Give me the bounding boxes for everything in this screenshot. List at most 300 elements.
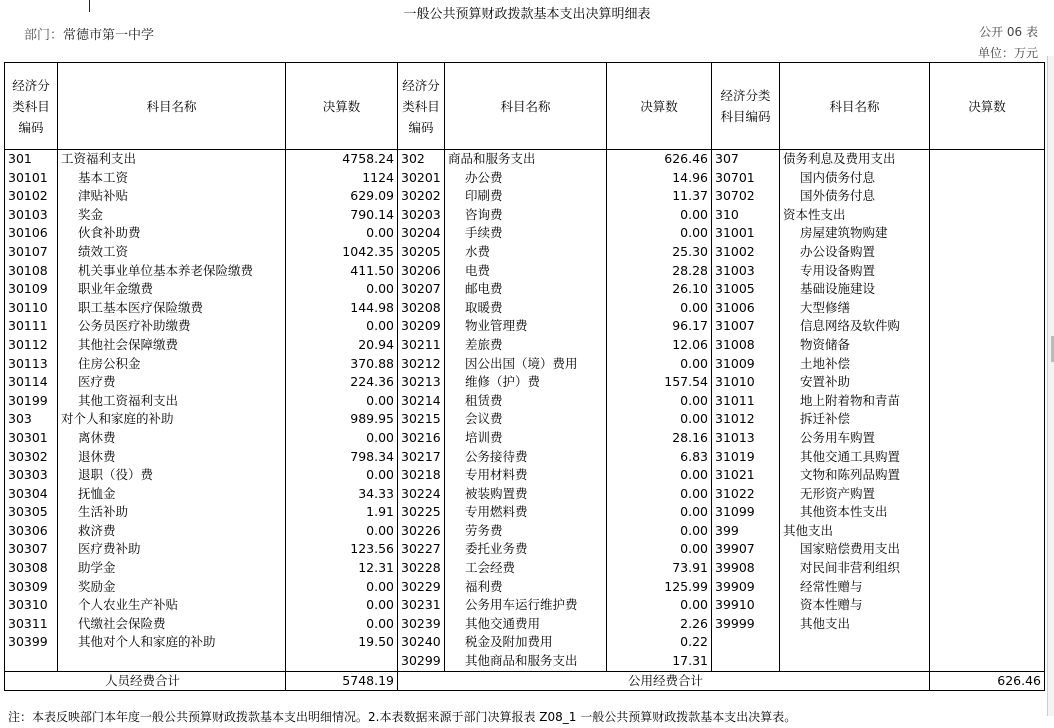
cell-amount: 34.33 xyxy=(286,485,398,504)
cell-amount xyxy=(930,578,1045,597)
cell-name: 地上附着物和青苗 xyxy=(780,392,930,411)
cell-name: 其他交通工具购置 xyxy=(780,448,930,467)
cell-code: 30309 xyxy=(5,578,58,597)
cell-code: 39999 xyxy=(712,615,780,634)
cell-amount: 12.06 xyxy=(607,336,712,355)
cell-code: 30211 xyxy=(398,336,445,355)
cell-amount: 0.00 xyxy=(607,522,712,541)
cell-code: 30103 xyxy=(5,206,58,225)
cell-name: 会议费 xyxy=(445,410,607,429)
header-amount-1: 决算数 xyxy=(286,63,398,150)
cell-amount: 0.00 xyxy=(607,206,712,225)
cell-amount: 1.91 xyxy=(286,503,398,522)
cell-name: 无形资产购置 xyxy=(780,485,930,504)
footnote: 注：本表反映部门本年度一般公共预算财政拨款基本支出明细情况。2.本表数据来源于部门决算报表 Z08_1 一般公共预算财政拨款基本支出决算表。 xyxy=(8,710,797,724)
cell-code: 399 xyxy=(712,522,780,541)
cell-name: 工资福利支出 xyxy=(58,150,286,169)
cell-name xyxy=(780,652,930,671)
cell-amount: 0.00 xyxy=(286,466,398,485)
cell-code: 30202 xyxy=(398,187,445,206)
cell-amount xyxy=(930,224,1045,243)
cell-code: 303 xyxy=(5,410,58,429)
cell-amount: 0.00 xyxy=(607,485,712,504)
cell-amount: 6.83 xyxy=(607,448,712,467)
cell-code: 30228 xyxy=(398,559,445,578)
cell-name: 电费 xyxy=(445,262,607,281)
cell-amount xyxy=(286,652,398,671)
cell-amount: 12.31 xyxy=(286,559,398,578)
header-code-1: 经济分类科目编码 xyxy=(5,63,58,150)
cell-code: 31009 xyxy=(712,355,780,374)
cell-code: 30231 xyxy=(398,596,445,615)
header-amount-3: 决算数 xyxy=(930,63,1045,150)
cell-amount: 224.36 xyxy=(286,373,398,392)
cell-amount: 73.91 xyxy=(607,559,712,578)
cell-code xyxy=(5,652,58,671)
cell-code: 30213 xyxy=(398,373,445,392)
table-row xyxy=(5,373,1045,392)
unit-label: 单位：万元 xyxy=(977,46,1038,60)
header-name-1: 科目名称 xyxy=(58,63,286,150)
cell-name: 信息网络及软件购 xyxy=(780,317,930,336)
cell-amount xyxy=(930,299,1045,318)
cell-code: 30306 xyxy=(5,522,58,541)
cell-amount: 17.31 xyxy=(607,652,712,671)
cell-name: 国外债务付息 xyxy=(780,187,930,206)
cell-code: 31013 xyxy=(712,429,780,448)
cell-name: 债务利息及费用支出 xyxy=(780,150,930,169)
table-row xyxy=(5,410,1045,429)
cell-name: 抚恤金 xyxy=(58,485,286,504)
cell-name: 水费 xyxy=(445,243,607,262)
cell-code: 30113 xyxy=(5,355,58,374)
cell-code: 30215 xyxy=(398,410,445,429)
cell-amount xyxy=(930,355,1045,374)
cell-code: 30205 xyxy=(398,243,445,262)
table-row xyxy=(5,540,1045,559)
department-label: 部门： xyxy=(24,28,64,43)
cell-amount: 0.00 xyxy=(607,596,712,615)
cell-name: 职业年金缴费 xyxy=(58,280,286,299)
cell-code: 30216 xyxy=(398,429,445,448)
page-title: 一般公共预算财政拨款基本支出决算明细表 xyxy=(403,7,651,22)
cell-code: 31011 xyxy=(712,392,780,411)
cell-name xyxy=(780,633,930,652)
cell-amount xyxy=(930,206,1045,225)
cell-amount: 1042.35 xyxy=(286,243,398,262)
cell-code: 30240 xyxy=(398,633,445,652)
header-name-2: 科目名称 xyxy=(445,63,607,150)
cell-name: 医疗费补助 xyxy=(58,540,286,559)
cell-name: 公务用车运行维护费 xyxy=(445,596,607,615)
cell-amount xyxy=(930,559,1045,578)
cell-name: 职工基本医疗保险缴费 xyxy=(58,299,286,318)
table-row xyxy=(5,466,1045,485)
cell-code: 31003 xyxy=(712,262,780,281)
cell-code: 310 xyxy=(712,206,780,225)
table-header-row xyxy=(5,63,1045,150)
cell-amount: 26.10 xyxy=(607,280,712,299)
cell-code: 30701 xyxy=(712,169,780,188)
cell-name: 工会经费 xyxy=(445,559,607,578)
cell-code: 30108 xyxy=(5,262,58,281)
cell-name: 办公设备购置 xyxy=(780,243,930,262)
table-row xyxy=(5,429,1045,448)
cell-name: 生活补助 xyxy=(58,503,286,522)
cell-amount: 25.30 xyxy=(607,243,712,262)
cell-name xyxy=(58,652,286,671)
cell-code: 30212 xyxy=(398,355,445,374)
cell-code xyxy=(712,633,780,652)
table-row xyxy=(5,578,1045,597)
cell-code: 30239 xyxy=(398,615,445,634)
cell-code: 31099 xyxy=(712,503,780,522)
cell-amount: 0.22 xyxy=(607,633,712,652)
cell-name: 对民间非营利组织 xyxy=(780,559,930,578)
cell-code: 31001 xyxy=(712,224,780,243)
cell-code: 30702 xyxy=(712,187,780,206)
cell-code: 30311 xyxy=(5,615,58,634)
cell-code: 31019 xyxy=(712,448,780,467)
cell-amount xyxy=(930,169,1045,188)
cell-amount: 125.99 xyxy=(607,578,712,597)
cell-code: 30302 xyxy=(5,448,58,467)
cell-code: 30203 xyxy=(398,206,445,225)
cell-name: 文物和陈列品购置 xyxy=(780,466,930,485)
cell-code: 31005 xyxy=(712,280,780,299)
cell-name: 公务员医疗补助缴费 xyxy=(58,317,286,336)
cell-code: 31007 xyxy=(712,317,780,336)
expenditure-table xyxy=(4,62,1045,691)
cell-amount: 790.14 xyxy=(286,206,398,225)
table-row xyxy=(5,355,1045,374)
cell-amount: 0.00 xyxy=(286,429,398,448)
cell-amount xyxy=(930,317,1045,336)
table-row xyxy=(5,336,1045,355)
cell-code: 30201 xyxy=(398,169,445,188)
cell-name: 手续费 xyxy=(445,224,607,243)
cell-code: 30206 xyxy=(398,262,445,281)
table-row xyxy=(5,169,1045,188)
cell-amount xyxy=(930,596,1045,615)
cell-code: 39908 xyxy=(712,559,780,578)
cell-name: 大型修缮 xyxy=(780,299,930,318)
cell-amount xyxy=(930,150,1045,169)
cell-amount: 0.00 xyxy=(607,540,712,559)
cell-name: 专用设备购置 xyxy=(780,262,930,281)
table-row xyxy=(5,299,1045,318)
cell-name: 办公费 xyxy=(445,169,607,188)
cell-code: 30308 xyxy=(5,559,58,578)
cell-code: 30299 xyxy=(398,652,445,671)
cell-name: 委托业务费 xyxy=(445,540,607,559)
cell-code: 30310 xyxy=(5,596,58,615)
cell-code: 31022 xyxy=(712,485,780,504)
cell-name: 助学金 xyxy=(58,559,286,578)
cell-amount: 0.00 xyxy=(286,615,398,634)
table-row xyxy=(5,633,1045,652)
cell-amount: 411.50 xyxy=(286,262,398,281)
table-row xyxy=(5,224,1045,243)
cell-name: 资本性赠与 xyxy=(780,596,930,615)
cell-name: 房屋建筑物购建 xyxy=(780,224,930,243)
cell-name: 经常性赠与 xyxy=(780,578,930,597)
cell-name: 商品和服务支出 xyxy=(445,150,607,169)
cell-name: 专用燃料费 xyxy=(445,503,607,522)
cell-name: 邮电费 xyxy=(445,280,607,299)
cell-code: 30303 xyxy=(5,466,58,485)
cell-name: 取暖费 xyxy=(445,299,607,318)
cell-code: 30204 xyxy=(398,224,445,243)
cell-code: 30399 xyxy=(5,633,58,652)
cell-amount: 2.26 xyxy=(607,615,712,634)
cell-amount: 0.00 xyxy=(607,355,712,374)
cell-amount: 0.00 xyxy=(286,522,398,541)
cell-amount: 28.28 xyxy=(607,262,712,281)
cell-amount: 144.98 xyxy=(286,299,398,318)
cell-code: 30207 xyxy=(398,280,445,299)
cell-amount: 0.00 xyxy=(286,596,398,615)
header-code-3: 经济分类科目编码 xyxy=(712,63,780,150)
cell-code: 31012 xyxy=(712,410,780,429)
cell-name: 对个人和家庭的补助 xyxy=(58,410,286,429)
cell-code: 30106 xyxy=(5,224,58,243)
cell-name: 其他交通费用 xyxy=(445,615,607,634)
cell-name: 专用材料费 xyxy=(445,466,607,485)
cell-code: 39909 xyxy=(712,578,780,597)
table-row xyxy=(5,485,1045,504)
cell-code: 30224 xyxy=(398,485,445,504)
cell-amount xyxy=(930,392,1045,411)
cell-code: 30226 xyxy=(398,522,445,541)
cell-name: 拆迁补偿 xyxy=(780,410,930,429)
cell-code: 31006 xyxy=(712,299,780,318)
cell-name: 租赁费 xyxy=(445,392,607,411)
cell-code: 307 xyxy=(712,150,780,169)
cell-code: 30304 xyxy=(5,485,58,504)
cell-name: 国家赔偿费用支出 xyxy=(780,540,930,559)
personnel-total-value: 5748.19 xyxy=(286,671,398,691)
cell-name: 基础设施建设 xyxy=(780,280,930,299)
cell-amount xyxy=(930,615,1045,634)
cell-amount: 0.00 xyxy=(286,317,398,336)
cell-code: 30301 xyxy=(5,429,58,448)
cell-name: 福利费 xyxy=(445,578,607,597)
cell-code: 30214 xyxy=(398,392,445,411)
cell-amount: 370.88 xyxy=(286,355,398,374)
cell-name: 其他商品和服务支出 xyxy=(445,652,607,671)
cell-code: 30208 xyxy=(398,299,445,318)
personnel-total-label: 人员经费合计 xyxy=(5,671,286,691)
department-line xyxy=(24,24,154,43)
cell-name: 国内债务付息 xyxy=(780,169,930,188)
cell-name: 咨询费 xyxy=(445,206,607,225)
table-row xyxy=(5,448,1045,467)
table-row xyxy=(5,317,1045,336)
cell-name: 医疗费 xyxy=(58,373,286,392)
cell-name: 其他资本性支出 xyxy=(780,503,930,522)
cell-amount: 0.00 xyxy=(607,503,712,522)
cell-amount: 798.34 xyxy=(286,448,398,467)
cell-amount: 20.94 xyxy=(286,336,398,355)
cell-name: 物业管理费 xyxy=(445,317,607,336)
cell-code: 31021 xyxy=(712,466,780,485)
cell-code: 30112 xyxy=(5,336,58,355)
cell-code: 30209 xyxy=(398,317,445,336)
cell-name: 公务用车购置 xyxy=(780,429,930,448)
cell-amount xyxy=(930,522,1045,541)
cell-code: 302 xyxy=(398,150,445,169)
cell-amount xyxy=(930,633,1045,652)
cell-amount: 989.95 xyxy=(286,410,398,429)
header-code-2: 经济分类科目编码 xyxy=(398,63,445,150)
cell-name: 救济费 xyxy=(58,522,286,541)
table-row xyxy=(5,187,1045,206)
table-row xyxy=(5,615,1045,634)
table-row xyxy=(5,206,1045,225)
cell-amount xyxy=(930,243,1045,262)
cell-name: 安置补助 xyxy=(780,373,930,392)
cell-name: 被装购置费 xyxy=(445,485,607,504)
table-row xyxy=(5,150,1045,169)
cell-name: 个人农业生产补贴 xyxy=(58,596,286,615)
cell-amount: 123.56 xyxy=(286,540,398,559)
cell-code xyxy=(712,652,780,671)
sheet-number: 公开 06 表 xyxy=(979,25,1038,39)
table-row xyxy=(5,559,1045,578)
public-total-value: 626.46 xyxy=(930,671,1045,691)
cell-name: 差旅费 xyxy=(445,336,607,355)
table-row xyxy=(5,280,1045,299)
cell-amount xyxy=(930,652,1045,671)
cell-amount: 28.16 xyxy=(607,429,712,448)
cell-code: 30225 xyxy=(398,503,445,522)
cell-name: 基本工资 xyxy=(58,169,286,188)
cell-code: 31010 xyxy=(712,373,780,392)
cell-amount: 0.00 xyxy=(286,280,398,299)
cell-amount: 626.46 xyxy=(607,150,712,169)
cell-name: 劳务费 xyxy=(445,522,607,541)
cell-amount xyxy=(930,373,1045,392)
cell-code: 30305 xyxy=(5,503,58,522)
cell-name: 奖励金 xyxy=(58,578,286,597)
cell-code: 30101 xyxy=(5,169,58,188)
table-row xyxy=(5,596,1045,615)
cell-amount: 157.54 xyxy=(607,373,712,392)
cell-code: 30227 xyxy=(398,540,445,559)
right-scrollbar[interactable] xyxy=(1047,56,1054,716)
cell-code: 30110 xyxy=(5,299,58,318)
cell-amount: 0.00 xyxy=(607,392,712,411)
cell-code: 30217 xyxy=(398,448,445,467)
cell-amount xyxy=(930,429,1045,448)
cell-name: 代缴社会保险费 xyxy=(58,615,286,634)
cell-code: 30229 xyxy=(398,578,445,597)
cell-amount xyxy=(930,262,1045,281)
cell-amount: 0.00 xyxy=(607,466,712,485)
table-row xyxy=(5,243,1045,262)
cell-name: 其他支出 xyxy=(780,615,930,634)
cell-code: 31008 xyxy=(712,336,780,355)
cell-amount: 4758.24 xyxy=(286,150,398,169)
cell-name: 绩效工资 xyxy=(58,243,286,262)
cell-name: 资本性支出 xyxy=(780,206,930,225)
cell-code: 301 xyxy=(5,150,58,169)
cell-name: 土地补偿 xyxy=(780,355,930,374)
cell-amount xyxy=(930,336,1045,355)
cell-code: 39910 xyxy=(712,596,780,615)
cell-amount: 14.96 xyxy=(607,169,712,188)
cell-amount xyxy=(930,466,1045,485)
cell-name: 因公出国（境）费用 xyxy=(445,355,607,374)
cell-name: 公务接待费 xyxy=(445,448,607,467)
cell-amount: 0.00 xyxy=(286,224,398,243)
cell-amount: 0.00 xyxy=(607,410,712,429)
cell-code: 30218 xyxy=(398,466,445,485)
cell-code: 30102 xyxy=(5,187,58,206)
cell-name: 其他社会保障缴费 xyxy=(58,336,286,355)
cell-name: 奖金 xyxy=(58,206,286,225)
cell-amount xyxy=(930,540,1045,559)
cell-code: 39907 xyxy=(712,540,780,559)
table-row xyxy=(5,392,1045,411)
cell-amount: 1124 xyxy=(286,169,398,188)
cell-amount xyxy=(930,503,1045,522)
cell-amount: 0.00 xyxy=(607,299,712,318)
cell-amount: 629.09 xyxy=(286,187,398,206)
cell-name: 印刷费 xyxy=(445,187,607,206)
header-amount-2: 决算数 xyxy=(607,63,712,150)
cell-code: 30114 xyxy=(5,373,58,392)
department-name: 常德市第一中学 xyxy=(63,28,155,43)
cell-amount: 0.00 xyxy=(286,578,398,597)
header-name-3: 科目名称 xyxy=(780,63,930,150)
cell-amount xyxy=(930,187,1045,206)
cell-name: 其他工资福利支出 xyxy=(58,392,286,411)
cell-code: 31002 xyxy=(712,243,780,262)
cell-amount xyxy=(930,410,1045,429)
table-row xyxy=(5,262,1045,281)
cell-name: 住房公积金 xyxy=(58,355,286,374)
cell-amount: 19.50 xyxy=(286,633,398,652)
cell-name: 津贴补贴 xyxy=(58,187,286,206)
cell-amount: 96.17 xyxy=(607,317,712,336)
cell-name: 离休费 xyxy=(58,429,286,448)
cell-amount xyxy=(930,448,1045,467)
cell-name: 其他对个人和家庭的补助 xyxy=(58,633,286,652)
cell-name: 税金及附加费用 xyxy=(445,633,607,652)
cell-name: 物资储备 xyxy=(780,336,930,355)
public-total-label: 公用经费合计 xyxy=(398,671,930,691)
table-row xyxy=(5,652,1045,671)
totals-row xyxy=(5,671,1045,691)
cell-name: 培训费 xyxy=(445,429,607,448)
cell-code: 30307 xyxy=(5,540,58,559)
cell-code: 30199 xyxy=(5,392,58,411)
cell-amount xyxy=(930,485,1045,504)
cell-amount: 0.00 xyxy=(286,392,398,411)
cell-code: 30111 xyxy=(5,317,58,336)
cell-name: 机关事业单位基本养老保险缴费 xyxy=(58,262,286,281)
cell-code: 30109 xyxy=(5,280,58,299)
cell-name: 其他支出 xyxy=(780,522,930,541)
cell-name: 伙食补助费 xyxy=(58,224,286,243)
cell-code: 30107 xyxy=(5,243,58,262)
table-row xyxy=(5,522,1045,541)
cell-amount: 11.37 xyxy=(607,187,712,206)
cell-amount: 0.00 xyxy=(607,224,712,243)
cell-amount xyxy=(930,280,1045,299)
